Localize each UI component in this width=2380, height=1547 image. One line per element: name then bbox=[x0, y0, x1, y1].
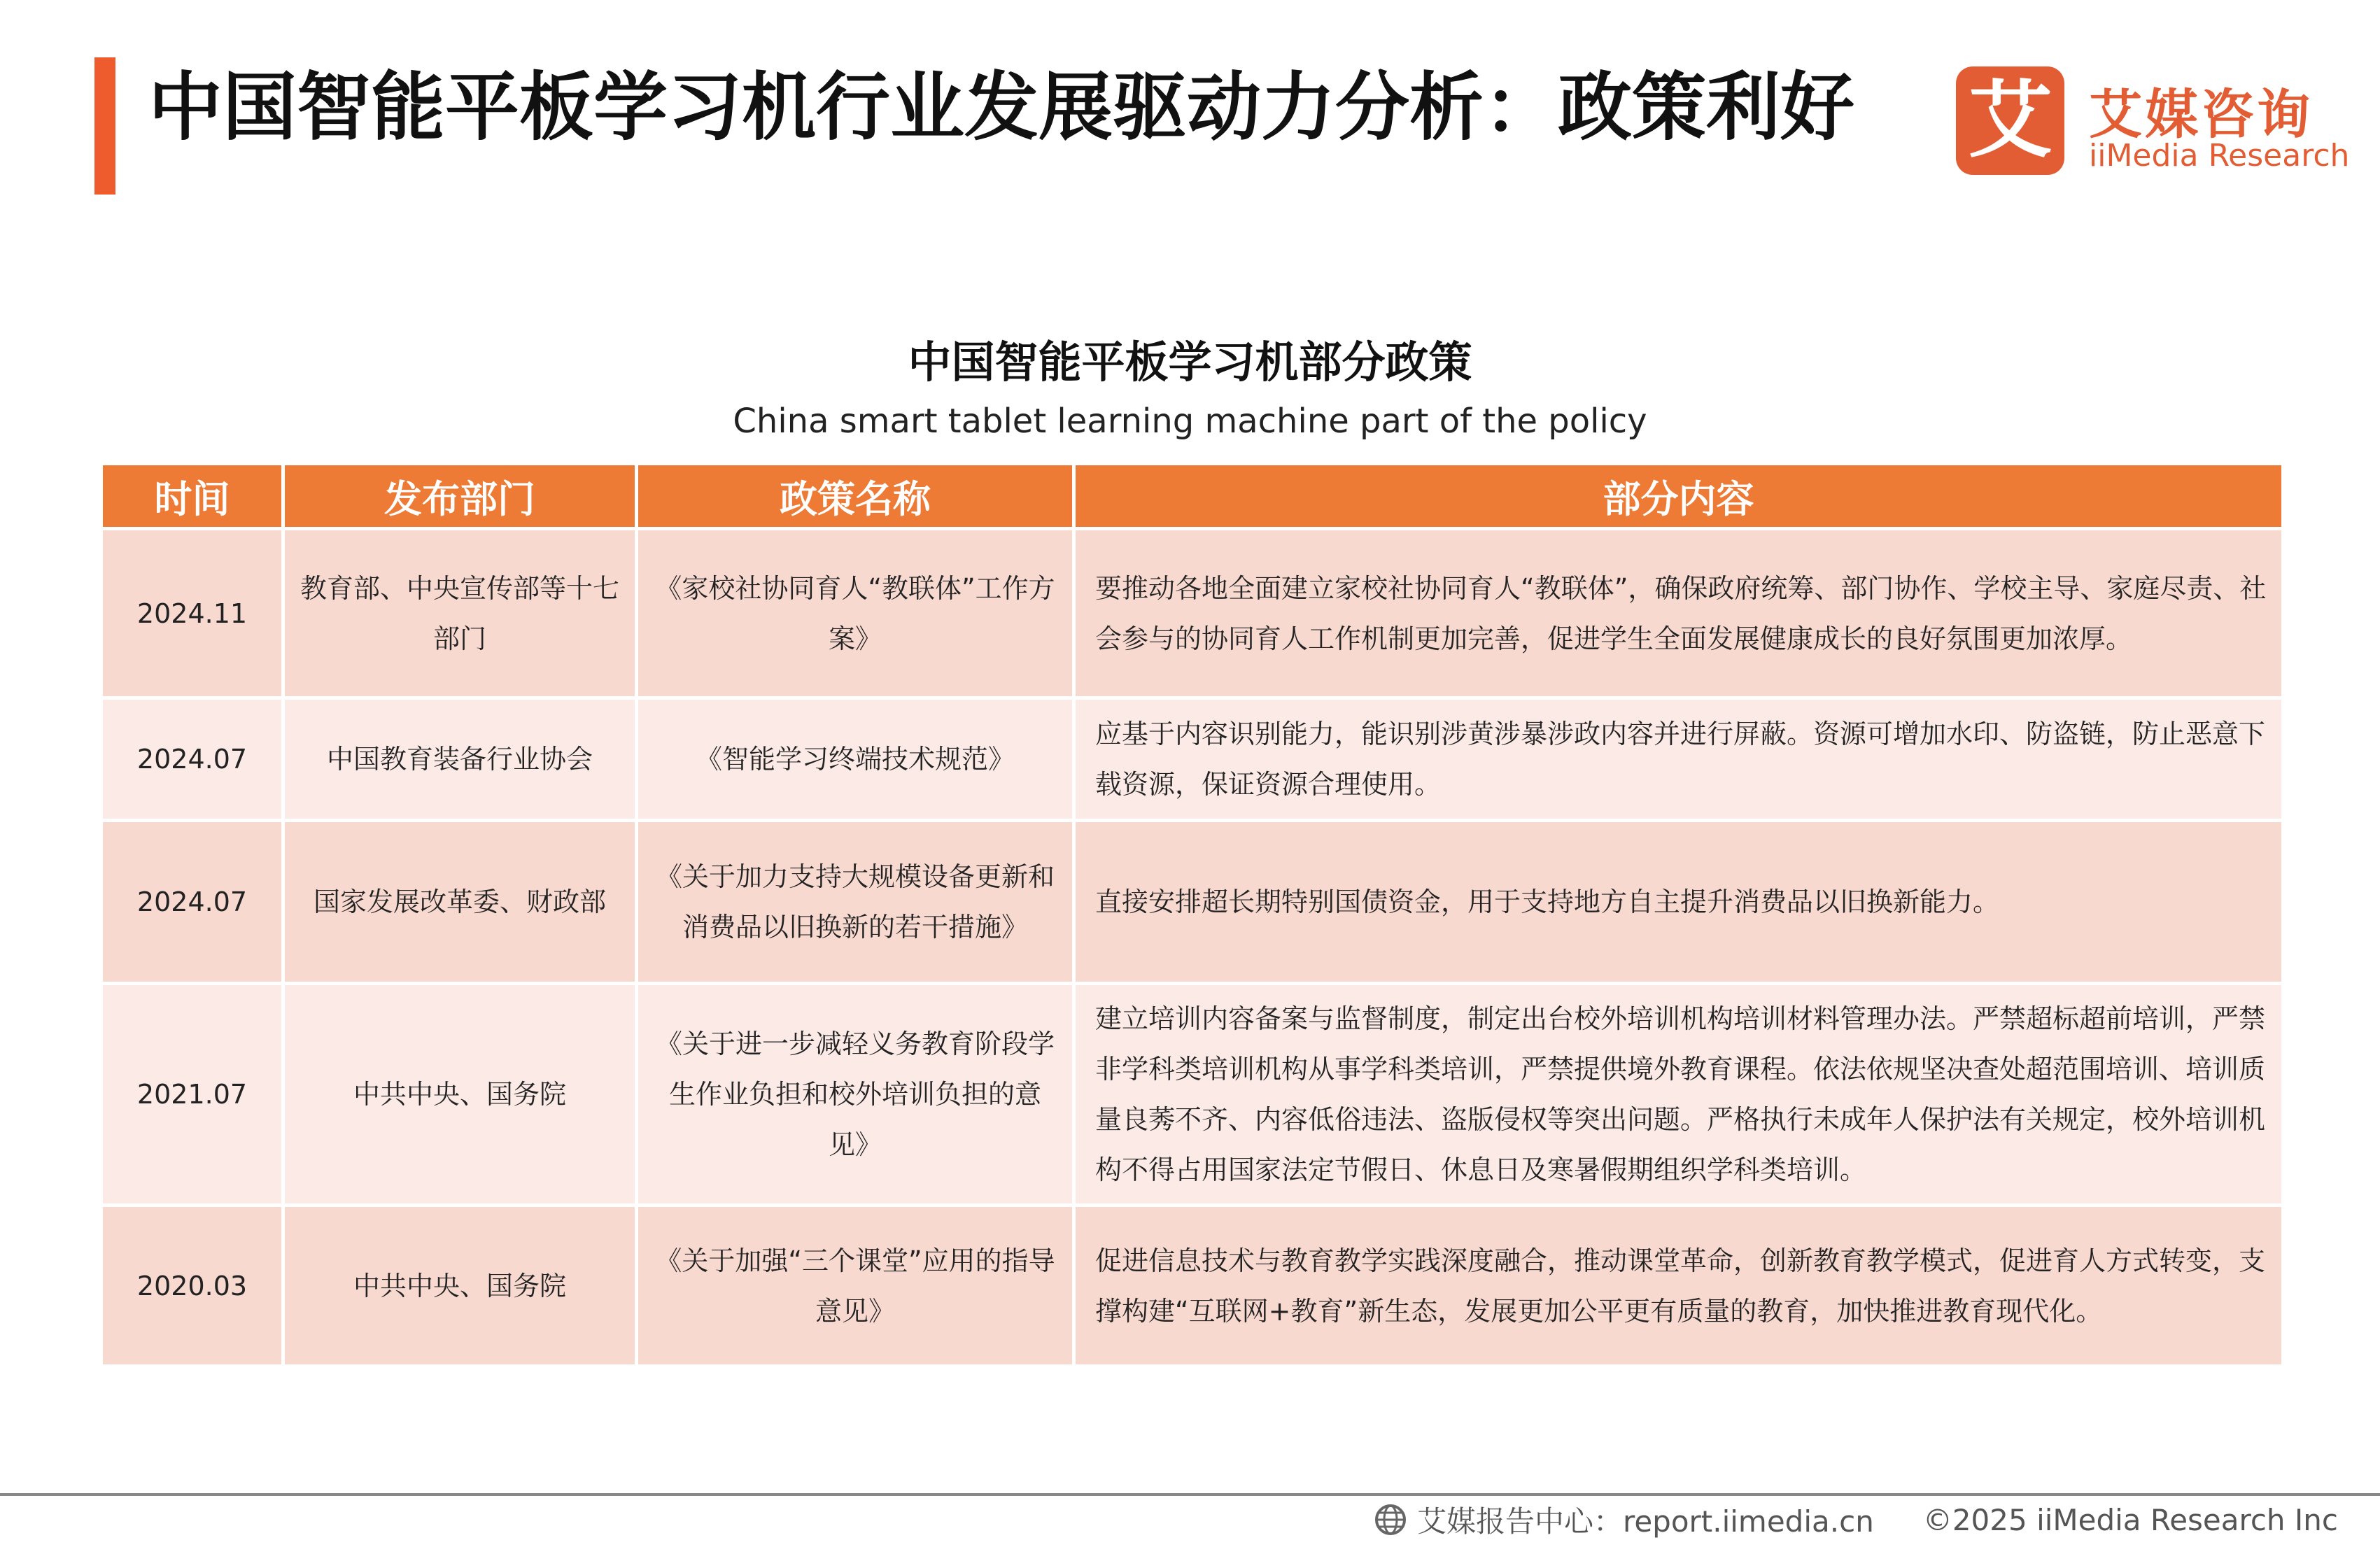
cell-policy-name: 《关于加强“三个课堂”应用的指导意见》 bbox=[638, 1207, 1072, 1364]
page-title: 中国智能平板学习机行业发展驱动力分析：政策利好 bbox=[148, 64, 1854, 150]
cell-policy-name: 《关于进一步减轻义务教育阶段学生作业负担和校外培训负担的意见》 bbox=[638, 985, 1072, 1203]
footer-source: 艾媒报告中心：report.iimedia.cn bbox=[1416, 1504, 1874, 1539]
table-row bbox=[103, 822, 2281, 982]
cell-dept: 中国教育装备行业协会 bbox=[285, 700, 635, 819]
cell-content: 促进信息技术与教育教学实践深度融合，推动课堂革命，创新教育教学模式，促进育人方式转变，支撑构建“互联网+教育”新生态，发展更加公平更有质量的教育，加快推进教育现代化。 bbox=[1076, 1207, 2281, 1364]
cell-time: 2021.07 bbox=[103, 985, 281, 1203]
column-header-time: 时间 bbox=[103, 465, 281, 527]
cell-dept: 教育部、中央宣传部等十七部门 bbox=[285, 530, 635, 696]
cell-dept: 中共中央、国务院 bbox=[285, 985, 635, 1203]
policy-table bbox=[99, 462, 2285, 1368]
cell-policy-name: 《关于加力支持大规模设备更新和消费品以旧换新的若干措施》 bbox=[638, 822, 1072, 982]
logo-name-cn: 艾媒咨询 bbox=[2089, 83, 2313, 146]
table-subtitle: China smart tablet learning machine part of the policy bbox=[733, 402, 1647, 441]
table-row bbox=[103, 700, 2281, 819]
cell-time: 2024.07 bbox=[103, 700, 281, 819]
table-row bbox=[103, 1207, 2281, 1364]
table-row bbox=[103, 985, 2281, 1203]
cell-dept: 国家发展改革委、财政部 bbox=[285, 822, 635, 982]
cell-content: 建立培训内容备案与监督制度，制定出台校外培训机构培训材料管理办法。严禁超标超前培训，严禁非学科类培训机构从事学科类培训，严禁提供境外教育课程。依法依规坚决查处超范围培训、培训质量良莠不齐、内容低俗违法、盗版侵权等突出问题。严格执行未成年人保护法有关规定，校外培训机构不得占用国家法定节假日、休息日及寒暑假期组织学科类培训。 bbox=[1076, 985, 2281, 1203]
table-title: 中国智能平板学习机部分政策 bbox=[908, 337, 1472, 388]
cell-content: 直接安排超长期特别国债资金，用于支持地方自主提升消费品以旧换新能力。 bbox=[1076, 822, 2281, 982]
footer-copyright: ©2025 iiMedia Research Inc bbox=[1922, 1502, 2338, 1537]
cell-content: 应基于内容识别能力，能识别涉黄涉暴涉政内容并进行屏蔽。资源可增加水印、防盗链，防止恶意下载资源，保证资源合理使用。 bbox=[1076, 700, 2281, 819]
cell-time: 2024.07 bbox=[103, 822, 281, 982]
globe-icon bbox=[1374, 1503, 1407, 1537]
logo-name-en: iiMedia Research bbox=[2089, 138, 2350, 174]
table-row bbox=[103, 530, 2281, 696]
cell-content: 要推动各地全面建立家校社协同育人“教联体”，确保政府统筹、部门协作、学校主导、家庭尽责、社会参与的协同育人工作机制更加完善，促进学生全面发展健康成长的良好氛围更加浓厚。 bbox=[1076, 530, 2281, 696]
footer bbox=[1374, 1499, 2338, 1541]
column-header-dept: 发布部门 bbox=[285, 465, 635, 527]
column-header-name: 政策名称 bbox=[638, 465, 1072, 527]
footer-divider bbox=[0, 1493, 2380, 1496]
cell-dept: 中共中央、国务院 bbox=[285, 1207, 635, 1364]
column-header-content: 部分内容 bbox=[1076, 465, 2281, 527]
iimedia-logo bbox=[1956, 66, 2355, 178]
cell-time: 2024.11 bbox=[103, 530, 281, 696]
title-accent-bar bbox=[94, 57, 115, 195]
logo-mark-icon: 艾 bbox=[1956, 66, 2064, 175]
cell-time: 2020.03 bbox=[103, 1207, 281, 1364]
table-header-row bbox=[103, 465, 2281, 527]
cell-policy-name: 《智能学习终端技术规范》 bbox=[638, 700, 1072, 819]
cell-policy-name: 《家校社协同育人“教联体”工作方案》 bbox=[638, 530, 1072, 696]
